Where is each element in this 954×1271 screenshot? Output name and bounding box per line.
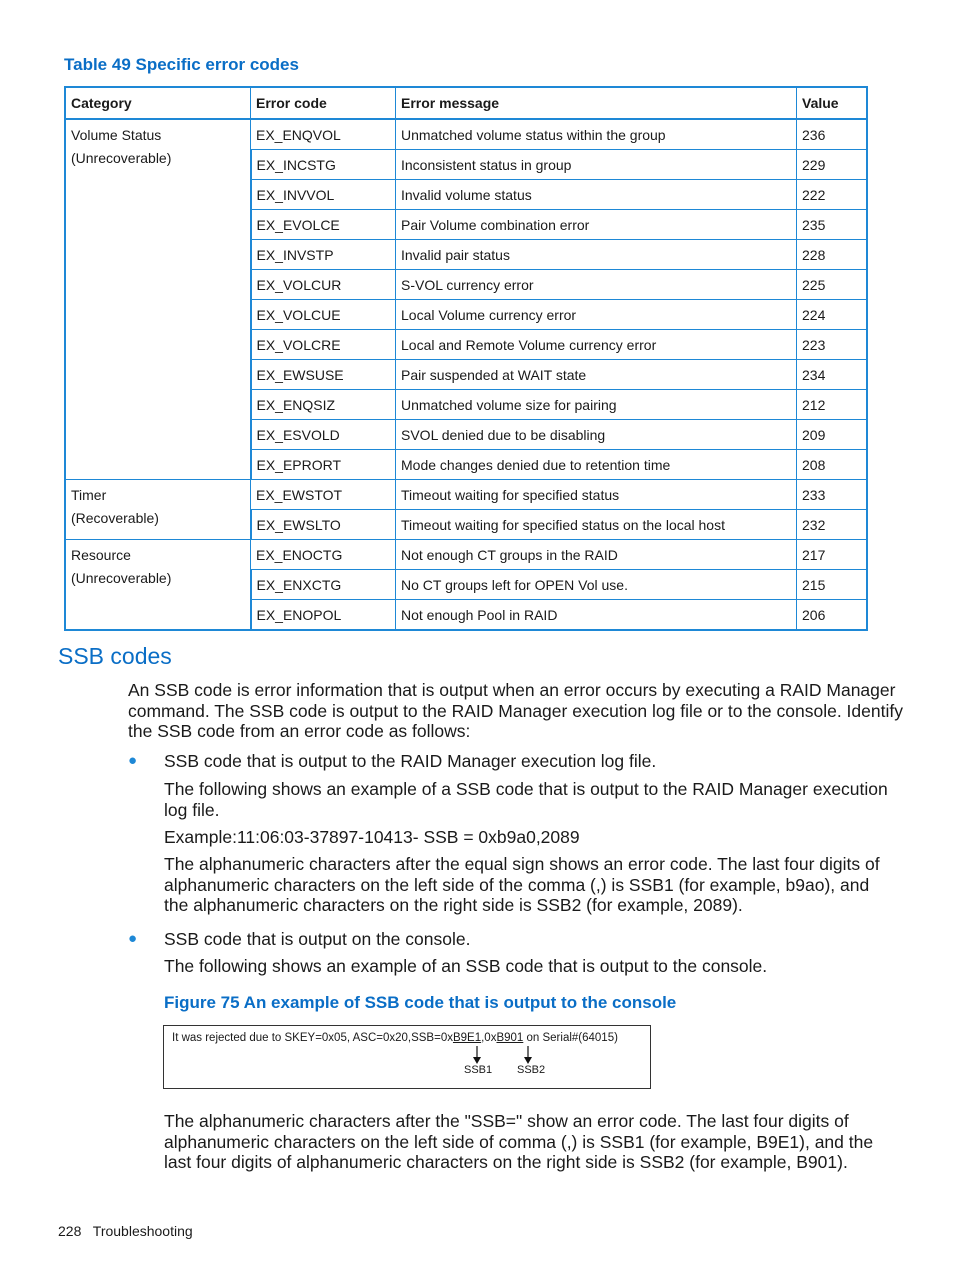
text-line: log file. — [164, 799, 220, 820]
error-message-cell: SVOL denied due to be disabling — [396, 420, 797, 450]
error-code-cell: EX_ENOCTG — [251, 540, 396, 570]
value-cell: 225 — [797, 270, 868, 300]
error-code-cell: EX_ENQVOL — [251, 119, 396, 150]
value-cell: 232 — [797, 510, 868, 540]
column-header-value: Value — [797, 87, 868, 119]
value-cell: 233 — [797, 480, 868, 510]
ssb-console-figure — [163, 1025, 651, 1089]
error-message-cell: Local and Remote Volume currency error — [396, 330, 797, 360]
value-cell: 208 — [797, 450, 868, 480]
error-code-cell: EX_ENOPOL — [251, 600, 396, 631]
category-cell — [65, 119, 251, 480]
text-line: The following shows an example of a SSB code that is output to the RAID Manager execution — [164, 779, 888, 799]
category-label: Volume Status — [71, 127, 162, 143]
error-code-cell: EX_EPRORT — [251, 450, 396, 480]
error-code-cell: EX_INCSTG — [251, 150, 396, 180]
arrow-down-icon — [524, 1046, 532, 1064]
ssb1-code: B9E1 — [452, 1032, 482, 1044]
text-line: last four digits of alphanumeric characters on the right side is SSB2 (for example, B901). — [164, 1152, 848, 1172]
value-cell: 212 — [797, 390, 868, 420]
error-code-cell: EX_ESVOLD — [251, 420, 396, 450]
section-heading: SSB codes — [58, 643, 172, 669]
table-caption: Table 49 Specific error codes — [64, 55, 299, 74]
column-header-error-code: Error code — [251, 87, 396, 119]
ssb1-label: SSB1 — [464, 1064, 493, 1076]
table-row — [65, 540, 867, 570]
category-label: Resource — [71, 547, 131, 563]
column-header-error-message: Error message — [396, 87, 797, 119]
text-line: alphanumeric characters on the left side of the comma (,) is SSB1 (for example, b9ao), and — [164, 874, 870, 895]
error-message-cell: Local Volume currency error — [396, 300, 797, 330]
error-code-cell: EX_VOLCUE — [251, 300, 396, 330]
value-cell: 234 — [797, 360, 868, 390]
error-code-cell: EX_EVOLCE — [251, 210, 396, 240]
error-message-cell: Timeout waiting for specified status — [396, 480, 797, 510]
bullet-item-console: SSB code that is output on the console. — [164, 929, 471, 949]
text-line: alphanumeric characters on the left side of comma (,) is SSB1 (for example, B9E1), and the — [164, 1131, 874, 1152]
error-message-cell: Invalid pair status — [396, 240, 797, 270]
error-message-cell: Unmatched volume status within the group — [396, 119, 797, 150]
table-row — [65, 480, 867, 510]
error-code-cell: EX_VOLCUR — [251, 270, 396, 300]
error-message-cell: S-VOL currency error — [396, 270, 797, 300]
intro-paragraph — [128, 680, 903, 742]
text-line: An SSB code is error information that is output when an error occurs by executing a RAID Manager — [128, 680, 896, 700]
error-message-cell: No CT groups left for OPEN Vol use. — [396, 570, 797, 600]
page-number: 228 — [58, 1223, 82, 1239]
table-header-row — [65, 87, 867, 119]
error-message-cell: Pair Volume combination error — [396, 210, 797, 240]
error-code-cell: EX_ENXCTG — [251, 570, 396, 600]
error-code-cell: EX_ENQSIZ — [251, 390, 396, 420]
console-intro: The following shows an example of an SSB code that is output to the console. — [164, 956, 768, 976]
value-cell: 236 — [797, 119, 868, 150]
value-cell: 222 — [797, 180, 868, 210]
console-text-mid: ,0x — [481, 1032, 497, 1044]
text-line: command. The SSB code is output to the RAID Manager execution log file or to the console. Identify — [128, 700, 903, 721]
log-file-explanation — [164, 854, 880, 916]
value-cell: 215 — [797, 570, 868, 600]
value-cell: 229 — [797, 150, 868, 180]
column-header-category: Category — [65, 87, 251, 119]
error-codes-table — [64, 86, 868, 631]
category-label: (Unrecoverable) — [71, 570, 172, 586]
console-text-before: It was rejected due to SKEY=0x05, ASC=0x20,SSB=0x — [172, 1032, 453, 1044]
text-line: the alphanumeric characters on the right side is SSB2 (for example, 2089). — [164, 895, 743, 915]
error-message-cell: Unmatched volume size for pairing — [396, 390, 797, 420]
value-cell: 209 — [797, 420, 868, 450]
category-label: (Unrecoverable) — [71, 150, 172, 166]
footer-section-name: Troubleshooting — [92, 1223, 193, 1239]
arrow-icons — [164, 1026, 650, 1088]
closing-paragraph — [164, 1111, 873, 1173]
text-line: the SSB code from an error code as follows: — [128, 721, 471, 741]
category-cell — [65, 540, 251, 631]
error-code-cell: EX_INVVOL — [251, 180, 396, 210]
bullet-item-log-file: SSB code that is output to the RAID Manager execution log file. — [164, 751, 657, 771]
category-label: Timer — [71, 487, 107, 503]
value-cell: 228 — [797, 240, 868, 270]
error-code-cell: EX_EWSTOT — [251, 480, 396, 510]
bullet-marker: ● — [128, 930, 138, 947]
category-label: (Recoverable) — [71, 510, 159, 526]
table-row — [65, 119, 867, 150]
value-cell: 224 — [797, 300, 868, 330]
bullet-marker: ● — [128, 752, 138, 769]
console-text-after: on Serial#(64015) — [523, 1032, 618, 1044]
error-message-cell: Not enough Pool in RAID — [396, 600, 797, 631]
error-code-cell: EX_INVSTP — [251, 240, 396, 270]
error-message-cell: Timeout waiting for specified status on the local host — [396, 510, 797, 540]
value-cell: 206 — [797, 600, 868, 631]
page-footer — [58, 1223, 193, 1239]
error-message-cell: Mode changes denied due to retention time — [396, 450, 797, 480]
error-message-cell: Pair suspended at WAIT state — [396, 360, 797, 390]
error-code-cell: EX_EWSUSE — [251, 360, 396, 390]
error-message-cell: Not enough CT groups in the RAID — [396, 540, 797, 570]
log-file-example: Example:11:06:03-37897-10413- SSB = 0xb9a0,2089 — [164, 827, 580, 847]
ssb2-code: B901 — [496, 1032, 524, 1044]
table-body — [65, 119, 867, 630]
ssb2-label: SSB2 — [517, 1064, 546, 1076]
value-cell: 223 — [797, 330, 868, 360]
text-line: The alphanumeric characters after the equal sign shows an error code. The last four digits of — [164, 854, 880, 874]
text-line: The alphanumeric characters after the "SSB=" show an error code. The last four digits of — [164, 1111, 849, 1131]
value-cell: 217 — [797, 540, 868, 570]
arrow-down-icon — [473, 1046, 481, 1064]
error-message-cell: Inconsistent status in group — [396, 150, 797, 180]
log-file-intro — [164, 779, 888, 820]
figure-caption: Figure 75 An example of SSB code that is output to the console — [164, 993, 677, 1012]
error-code-cell: EX_VOLCRE — [251, 330, 396, 360]
error-message-cell: Invalid volume status — [396, 180, 797, 210]
value-cell: 235 — [797, 210, 868, 240]
error-code-cell: EX_EWSLTO — [251, 510, 396, 540]
category-cell — [65, 480, 251, 540]
